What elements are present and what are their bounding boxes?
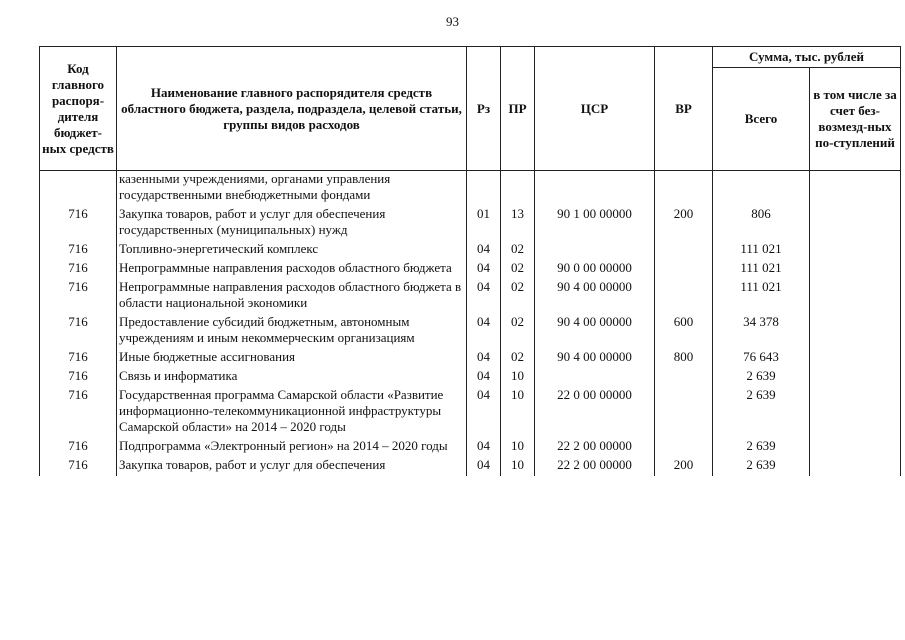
row-total: 111 021: [713, 241, 810, 260]
row-grant: [810, 206, 901, 241]
row-vr: [655, 241, 713, 260]
page-number: 93: [446, 14, 459, 29]
row-rz: 04: [467, 349, 501, 368]
row-csr: [535, 368, 655, 387]
table-row: [40, 241, 901, 260]
row-grant: [810, 171, 901, 207]
table-row: [40, 368, 901, 387]
row-grant: [810, 241, 901, 260]
budget-table: [39, 46, 901, 476]
row-code: 716: [40, 279, 117, 314]
row-grant: [810, 457, 901, 476]
table-row: [40, 206, 901, 241]
row-name: Государственная программа Самарской области «Развитие информационно-телекоммуникационной инфраструктуры Самарской области» на 2014 – 2020 годы: [117, 387, 467, 438]
row-code: 716: [40, 260, 117, 279]
row-name: Топливно-энергетический комплекс: [117, 241, 467, 260]
row-pr: 02: [501, 260, 535, 279]
row-vr: 600: [655, 314, 713, 349]
row-total: 111 021: [713, 260, 810, 279]
row-csr: 90 4 00 00000: [535, 349, 655, 368]
row-pr: 13: [501, 206, 535, 241]
row-csr: 22 2 00 00000: [535, 438, 655, 457]
row-code: 716: [40, 206, 117, 241]
row-pr: 10: [501, 457, 535, 476]
row-vr: [655, 368, 713, 387]
row-name: Связь и информатика: [117, 368, 467, 387]
row-rz: 04: [467, 260, 501, 279]
row-total: 2 639: [713, 387, 810, 438]
row-name: Непрограммные направления расходов областного бюджета: [117, 260, 467, 279]
row-total: 806: [713, 206, 810, 241]
row-code: [40, 171, 117, 207]
row-vr: 200: [655, 457, 713, 476]
row-code: 716: [40, 368, 117, 387]
header-sum-group: Сумма, тыс. рублей: [713, 47, 901, 68]
table-body: [40, 171, 901, 477]
row-code: 716: [40, 438, 117, 457]
table-row: [40, 387, 901, 438]
row-rz: [467, 171, 501, 207]
row-name: Непрограммные направления расходов областного бюджета в области национальной экономики: [117, 279, 467, 314]
row-vr: [655, 171, 713, 207]
row-csr: 90 4 00 00000: [535, 314, 655, 349]
row-name: казенными учреждениями, органами управления государственными внебюджетными фондами: [117, 171, 467, 207]
row-total: 34 378: [713, 314, 810, 349]
row-name: Закупка товаров, работ и услуг для обеспечения: [117, 457, 467, 476]
table-row: [40, 279, 901, 314]
row-pr: 02: [501, 241, 535, 260]
row-csr: [535, 171, 655, 207]
row-name: Иные бюджетные ассигнования: [117, 349, 467, 368]
row-pr: 10: [501, 438, 535, 457]
header-code: Код главного распоря-дителя бюджет-ных средств: [40, 47, 117, 171]
row-rz: 04: [467, 387, 501, 438]
row-code: 716: [40, 387, 117, 438]
row-rz: 04: [467, 457, 501, 476]
header-name: Наименование главного распорядителя средств областного бюджета, раздела, подраздела, целевой статьи, группы видов расходов: [117, 47, 467, 171]
row-name: Подпрограмма «Электронный регион» на 2014 – 2020 годы: [117, 438, 467, 457]
row-vr: [655, 387, 713, 438]
row-csr: 90 0 00 00000: [535, 260, 655, 279]
row-csr: 22 2 00 00000: [535, 457, 655, 476]
row-csr: 22 0 00 00000: [535, 387, 655, 438]
row-code: 716: [40, 457, 117, 476]
row-total: 2 639: [713, 368, 810, 387]
table-row: [40, 171, 901, 207]
row-rz: 04: [467, 368, 501, 387]
row-total: 76 643: [713, 349, 810, 368]
row-pr: 10: [501, 368, 535, 387]
row-grant: [810, 368, 901, 387]
row-grant: [810, 349, 901, 368]
table-row: [40, 457, 901, 476]
row-vr: 200: [655, 206, 713, 241]
table-row: [40, 260, 901, 279]
row-csr: 90 4 00 00000: [535, 279, 655, 314]
header-vr: ВР: [655, 47, 713, 171]
row-vr: 800: [655, 349, 713, 368]
row-grant: [810, 438, 901, 457]
row-total: [713, 171, 810, 207]
row-total: 2 639: [713, 438, 810, 457]
row-csr: 90 1 00 00000: [535, 206, 655, 241]
row-rz: 04: [467, 279, 501, 314]
row-grant: [810, 279, 901, 314]
row-pr: 02: [501, 279, 535, 314]
row-pr: [501, 171, 535, 207]
header-grant: в том числе за счет без-возмезд-ных по-ступлений: [810, 68, 901, 171]
header-total: Всего: [713, 68, 810, 171]
row-csr: [535, 241, 655, 260]
row-pr: 10: [501, 387, 535, 438]
row-vr: [655, 438, 713, 457]
row-rz: 04: [467, 241, 501, 260]
row-grant: [810, 387, 901, 438]
row-code: 716: [40, 349, 117, 368]
row-grant: [810, 314, 901, 349]
header-rz: Рз: [467, 47, 501, 171]
row-rz: 04: [467, 438, 501, 457]
row-rz: 04: [467, 314, 501, 349]
row-pr: 02: [501, 349, 535, 368]
table-row: [40, 349, 901, 368]
header-csr: ЦСР: [535, 47, 655, 171]
table-header: [40, 47, 901, 171]
row-vr: [655, 260, 713, 279]
row-total: 111 021: [713, 279, 810, 314]
row-vr: [655, 279, 713, 314]
row-rz: 01: [467, 206, 501, 241]
row-name: Закупка товаров, работ и услуг для обеспечения государственных (муниципальных) нужд: [117, 206, 467, 241]
row-name: Предоставление субсидий бюджетным, автономным учреждениям и иным некоммерческим организациям: [117, 314, 467, 349]
table-row: [40, 314, 901, 349]
header-pr: ПР: [501, 47, 535, 171]
row-code: 716: [40, 314, 117, 349]
row-total: 2 639: [713, 457, 810, 476]
row-grant: [810, 260, 901, 279]
table-row: [40, 438, 901, 457]
row-pr: 02: [501, 314, 535, 349]
row-code: 716: [40, 241, 117, 260]
